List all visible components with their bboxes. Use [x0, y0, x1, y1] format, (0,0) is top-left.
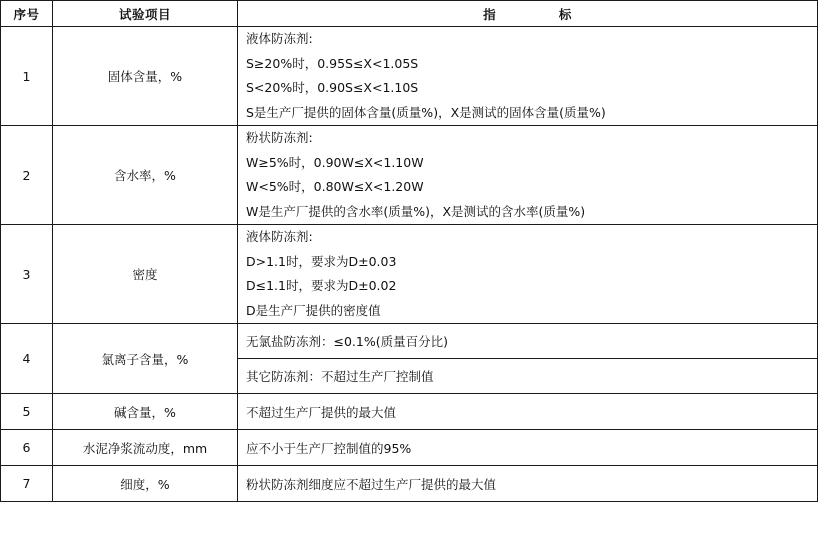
header-spec: 指 标 — [238, 1, 818, 27]
table-row — [1, 394, 818, 430]
spec-line: 应不小于生产厂控制值的95% — [246, 440, 412, 456]
table-row — [1, 27, 818, 126]
table-row — [1, 466, 818, 502]
spec-line: 粉状防冻剂: — [246, 130, 313, 145]
test-item: 密度 — [53, 225, 238, 324]
test-item: 氯离子含量，% — [53, 324, 238, 394]
row-number: 4 — [1, 324, 53, 394]
spec-line: W<5%时，0.80W≤X<1.20W — [246, 179, 424, 194]
spec-line: 粉状防冻剂细度应不超过生产厂提供的最大值 — [246, 476, 497, 492]
spec-line: 液体防冻剂: — [246, 229, 313, 244]
spec-cell — [238, 225, 818, 324]
spec-line: D是生产厂提供的密度值 — [246, 302, 381, 318]
row-number: 7 — [1, 466, 53, 502]
spec-line: D≤1.1时，要求为D±0.02 — [246, 278, 397, 293]
test-item: 固体含量，% — [53, 27, 238, 126]
test-item: 细度，% — [53, 466, 238, 502]
table-row — [1, 324, 818, 359]
spec-cell — [238, 126, 818, 225]
spec-cell — [238, 466, 818, 502]
header-row — [1, 1, 818, 27]
spec-line: S是生产厂提供的固体含量(质量%)，X是测试的固体含量(质量%) — [246, 104, 606, 120]
spec-line: 液体防冻剂: — [246, 31, 313, 46]
row-number: 1 — [1, 27, 53, 126]
table-row — [1, 430, 818, 466]
row-number: 6 — [1, 430, 53, 466]
spec-line: S<20%时，0.90S≤X<1.10S — [246, 80, 419, 95]
row-number: 5 — [1, 394, 53, 430]
row-number: 2 — [1, 126, 53, 225]
spec-line: D>1.1时，要求为D±0.03 — [246, 253, 397, 269]
test-item: 碱含量，% — [53, 394, 238, 430]
spec-cell — [238, 27, 818, 126]
test-item: 水泥净浆流动度，mm — [53, 430, 238, 466]
spec-line: 不超过生产厂提供的最大值 — [246, 404, 397, 420]
table-row — [1, 126, 818, 225]
spec-line: 其它防冻剂：不超过生产厂控制值 — [246, 369, 434, 384]
test-item: 含水率，% — [53, 126, 238, 225]
spec-line: W是生产厂提供的含水率(质量%)，X是测试的含水率(质量%) — [246, 203, 586, 219]
table-row — [1, 225, 818, 324]
spec-cell — [238, 324, 818, 359]
spec-line: 无氯盐防冻剂：≤0.1%(质量百分比) — [246, 334, 448, 349]
spec-cell — [238, 430, 818, 466]
spec-cell — [238, 394, 818, 430]
spec-line: W≥5%时，0.90W≤X<1.10W — [246, 154, 424, 170]
spec-cell — [238, 359, 818, 394]
header-item: 试验项目 — [53, 1, 238, 27]
spec-line: S≥20%时，0.95S≤X<1.05S — [246, 55, 419, 71]
row-number: 3 — [1, 225, 53, 324]
header-num: 序号 — [1, 1, 53, 27]
